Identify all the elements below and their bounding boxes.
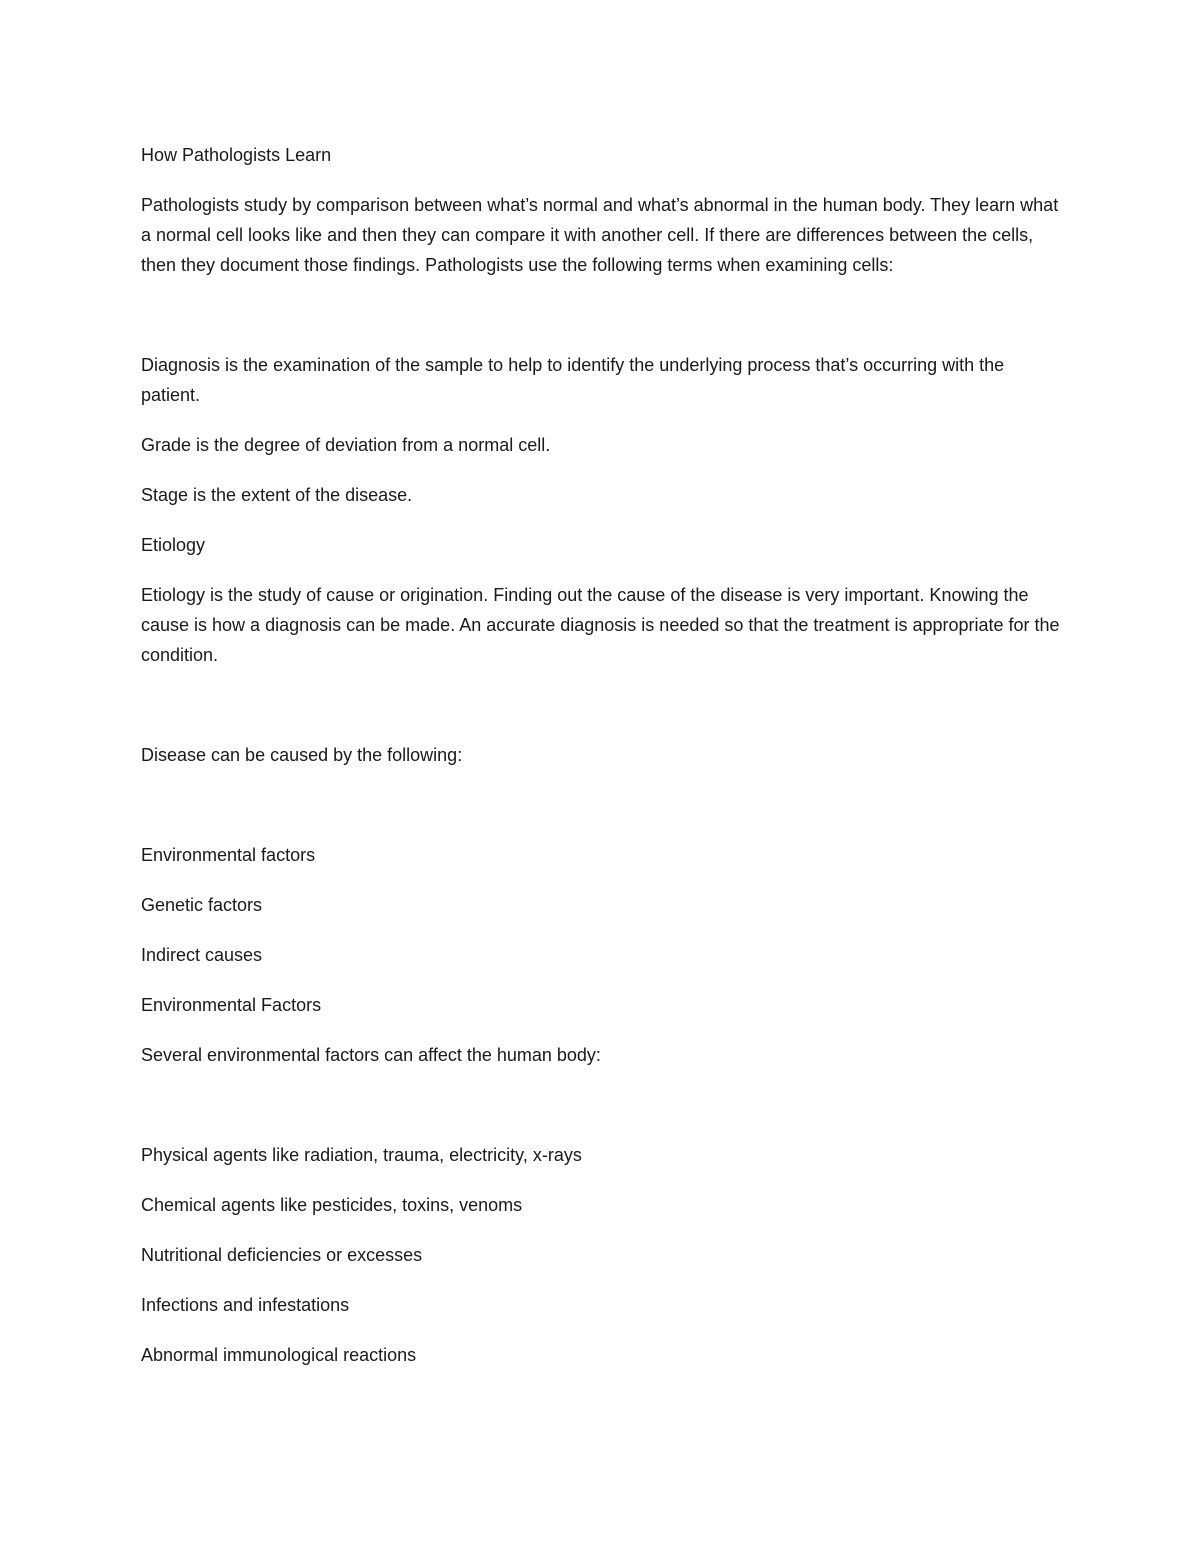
cause-item: Environmental factors xyxy=(141,845,316,865)
document-title: How Pathologists Learn xyxy=(141,145,332,165)
term-grade: Grade is the degree of deviation from a normal cell. xyxy=(141,435,551,455)
cause-item: Indirect causes xyxy=(141,945,263,965)
environmental-factor-item: Physical agents like radiation, trauma, electricity, x-rays xyxy=(141,1145,582,1165)
term-stage: Stage is the extent of the disease. xyxy=(141,485,413,505)
document-body xyxy=(141,140,1061,1390)
environmental-heading: Environmental Factors xyxy=(141,995,322,1015)
environmental-factor-item: Nutritional deficiencies or excesses xyxy=(141,1245,423,1265)
environmental-factor-item: Chemical agents like pesticides, toxins, venoms xyxy=(141,1195,523,1215)
etiology-heading: Etiology xyxy=(141,535,206,555)
environmental-factor-item: Infections and infestations xyxy=(141,1295,350,1315)
etiology-paragraph: Etiology is the study of cause or origination. Finding out the cause of the disease is very important. Knowing the cause is how a diagnosis can be made. An accurate diagnosis is needed so that the treatment is appropriate for the condition. xyxy=(141,585,1060,665)
blank-line xyxy=(141,300,1061,350)
cause-item: Genetic factors xyxy=(141,895,263,915)
environmental-factor-item: Abnormal immunological reactions xyxy=(141,1345,417,1365)
causes-intro: Disease can be caused by the following: xyxy=(141,745,463,765)
environmental-intro: Several environmental factors can affect the human body: xyxy=(141,1045,601,1065)
blank-line xyxy=(141,790,1061,840)
term-diagnosis: Diagnosis is the examination of the sample to help to identify the underlying process that’s occurring with the patient. xyxy=(141,355,1005,405)
blank-line xyxy=(141,690,1061,740)
blank-line xyxy=(141,1090,1061,1140)
intro-paragraph: Pathologists study by comparison between what’s normal and what’s abnormal in the human body. They learn what a normal cell looks like and then they can compare it with another cell. If there are differences between the cells, then they document those findings. Pathologists use the following terms when examining cells: xyxy=(141,195,1059,275)
